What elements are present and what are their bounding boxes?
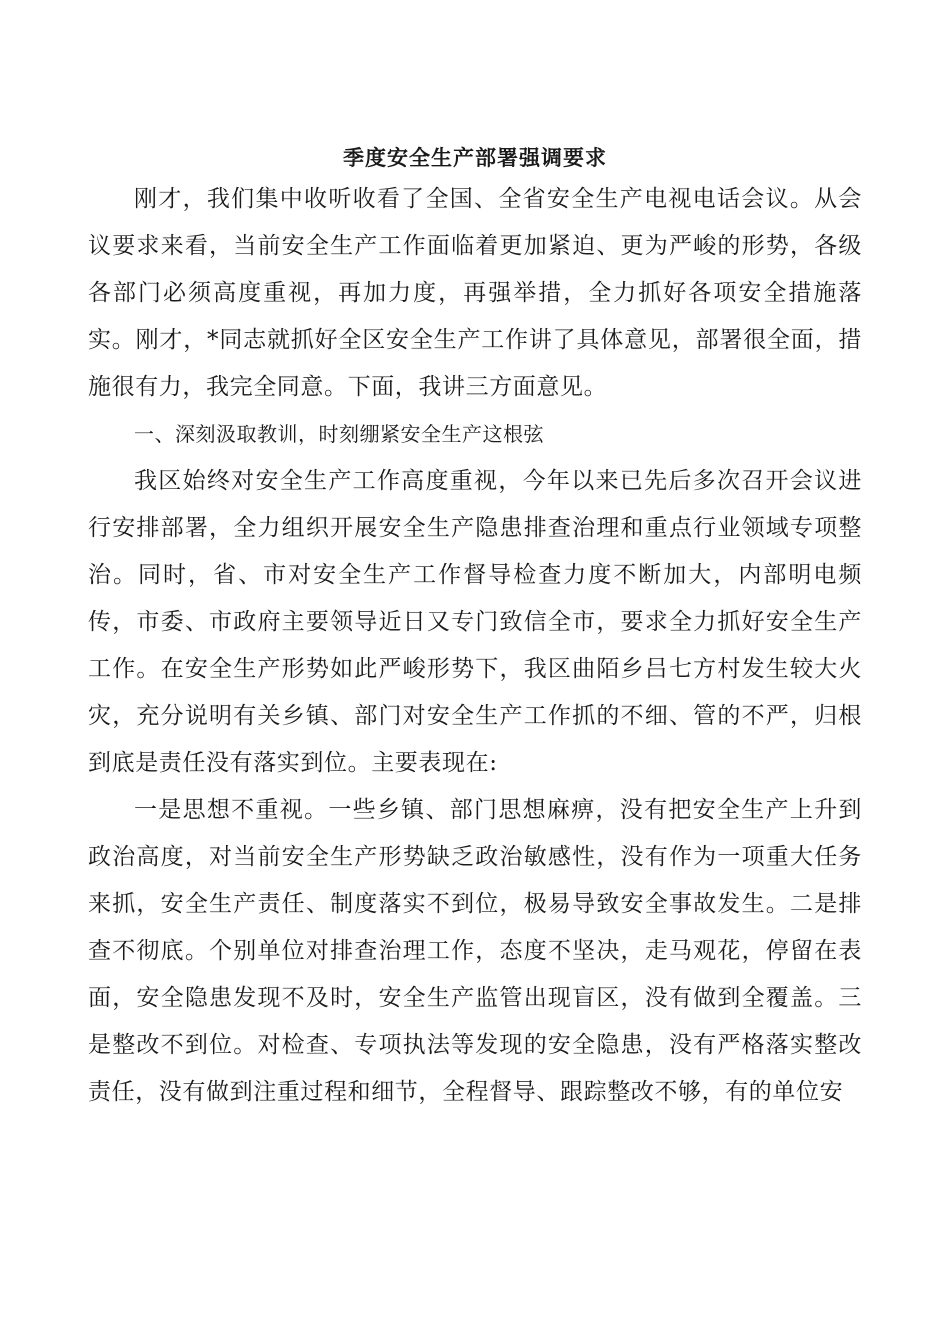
paragraph-problems: 一是思想不重视。一些乡镇、部门思想麻痹，没有把安全生产上升到政治高度，对当前安全生产形势缺乏政治敏感性，没有作为一项重大任务来抓，安全生产责任、制度落实不到位，极易导致安全事故发生。二是排查不彻底。个别单位对排查治理工作，态度不坚决，走马观花，停留在表面，安全隐患发现不及时，安全生产监管出现盲区，没有做到全覆盖。三是整改不到位。对检查、专项执法等发现的安全隐患，没有严格落实整改责任，没有做到注重过程和细节，全程督导、跟踪整改不够，有的单位安 bbox=[88, 797, 862, 1105]
paragraph-section-1-body: 我区始终对安全生产工作高度重视，今年以来已先后多次召开会议进行安排部署，全力组织开展安全生产隐患排查治理和重点行业领域专项整治。同时，省、市对安全生产工作督导检查力度不断加大，内部明电频传，市委、市政府主要领导近日又专门致信全市，要求全力抓好安全生产工作。在安全生产形势如此严峻形势下，我区曲陌乡吕七方村发生较大火灾，充分说明有关乡镇、部门对安全生产工作抓的不细、管的不严，归根到底是责任没有落实到位。主要表现在: bbox=[88, 468, 862, 776]
section-heading-1: 一、深刻汲取教训，时刻绷紧安全生产这根弦 bbox=[134, 422, 544, 446]
paragraph-intro: 刚才，我们集中收听收看了全国、全省安全生产电视电话会议。从会议要求来看，当前安全生产工作面临着更加紧迫、更为严峻的形势，各级各部门必须高度重视，再加力度，再强举措，全力抓好各项安全措施落实。刚才，*同志就抓好全区安全生产工作讲了具体意见，部署很全面，措施很有力，我完全同意。下面，我讲三方面意见。 bbox=[88, 186, 862, 400]
document-title: 季度安全生产部署强调要求 bbox=[343, 145, 607, 170]
document-page bbox=[88, 140, 862, 1116]
